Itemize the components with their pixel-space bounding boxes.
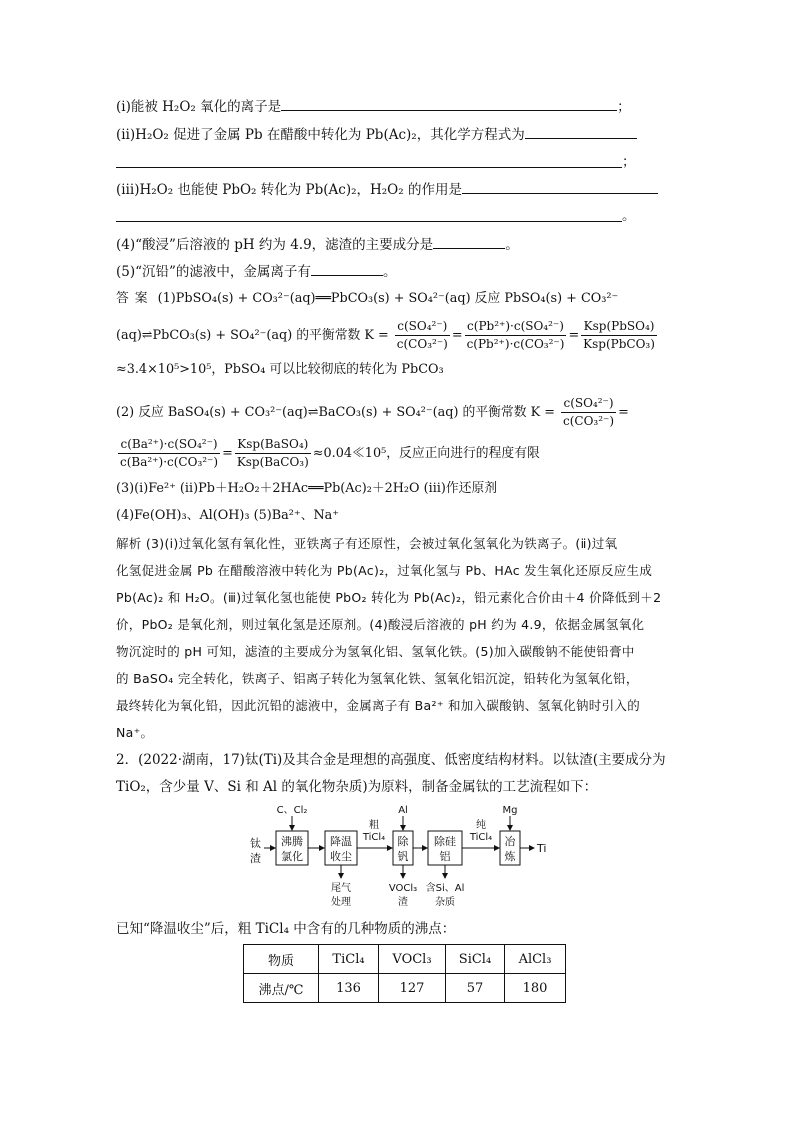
question-ii-text: (ⅱ)H₂O₂ 促进了金属 Pb 在醋酸中转化为 Pb(Ac)₂，其化学方程式为	[116, 127, 525, 143]
explanation-line: 解析 (3)(ⅰ)过氧化氢有氧化性，亚铁离子有还原性，会被过氧化氢氧化为铁离子。(ⅱ)过氧	[116, 536, 618, 551]
explanation-line: 的 BaSO₄ 完全转化，铁离子、铝离子转化为氢氧化铁、氢氧化铝沉淀，铅转化为氢氧化铅，	[116, 671, 639, 686]
question-iii-text: (ⅲ)H₂O₂ 也能使 PbO₂ 转化为 Pb(Ac)₂，H₂O₂ 的作用是	[116, 182, 462, 198]
svg-text:冶: 冶	[504, 835, 516, 848]
svg-text:渣: 渣	[398, 897, 408, 908]
punct: 。	[382, 264, 397, 280]
process-flow-diagram	[240, 800, 570, 915]
answer-1-text: (1)PbSO₄(s) + CO₃²⁻(aq)══PbCO₃(s) + SO₄²⁻(aq) 反应 PbSO₄(s) + CO₃²⁻	[157, 291, 619, 306]
punct: ；	[617, 99, 631, 115]
table-row	[244, 974, 566, 1003]
question-2-line1: 2．(2022·湖南，17)钛(Ti)及其合金是理想的高强度、低密度结构材料。以钛渣(主要成分为	[116, 752, 666, 768]
question-5-text: (5)“沉铅”的滤液中，金属离子有	[116, 264, 311, 280]
answer-1-line2: (aq)⇌PbCO₃(s) + SO₄²⁻(aq) 的平衡常数 K = $\frac{\text{c(SO₄²⁻)}}{\text{c(CO₃²⁻)}}$ = $\frac{\text{c(Pb²⁺)·c(SO₄²⁻)}}{\text{c(Pb²⁺)·c(CO₃²⁻)}}$ = $\frac{\text{Ksp(PbSO₄)}}{\text{Ksp(PbCO₃)}}$	[116, 319, 655, 351]
punct: 。	[622, 208, 636, 224]
answer-blank[interactable]	[433, 234, 505, 249]
table-cell: 57	[446, 974, 505, 1003]
question-ii	[116, 124, 637, 145]
question-4	[116, 234, 519, 255]
svg-text:除: 除	[397, 835, 409, 848]
svg-text:含Si、Al: 含Si、Al	[425, 883, 465, 894]
svg-text:炼: 炼	[504, 850, 516, 863]
table-cell: 127	[379, 974, 446, 1003]
punct: ；	[622, 154, 636, 170]
svg-text:收尘: 收尘	[330, 850, 352, 863]
answer-3: (3)(ⅰ)Fe²⁺ (ⅱ)Pb＋H₂O₂＋2HAc══Pb(Ac)₂＋2H₂O (ⅲ)作还原剂	[116, 481, 498, 496]
table-cell: AlCl₃	[505, 945, 566, 974]
answer-2-text: (2) 反应 BaSO₄(s) + CO₃²⁻(aq)⇌BaCO₃(s) + SO₄²⁻(aq) 的平衡常数 K =	[116, 405, 555, 420]
answer-1-line3: ≈3.4×10⁵>10⁵，PbSO₄ 可以比较彻底的转化为 PbCO₃	[116, 362, 444, 377]
svg-text:TiCl₄: TiCl₄	[362, 832, 386, 843]
svg-text:处理: 处理	[331, 897, 351, 908]
svg-text:Mg: Mg	[502, 805, 518, 816]
answer-1-k-text: (aq)⇌PbCO₃(s) + SO₄²⁻(aq) 的平衡常数 K =	[116, 328, 389, 343]
fraction: $\frac{\text{c(SO₄²⁻)}}{\text{c(CO₃²⁻)}}$	[396, 319, 448, 351]
answer-1-line1	[116, 289, 618, 309]
answer-2-line2: $\frac{\text{c(Ba²⁺)·c(SO₄²⁻)}}{\text{c(Ba²⁺)·c(CO₃²⁻)}}$ = $\frac{\text{Ksp(BaSO₄)}}{\text{Ksp(BaCO₃)}}$ ≈0.04≪10⁵，反应正向进行的程度有限	[120, 437, 540, 469]
table-cell: 物质	[244, 945, 319, 974]
svg-text:杂质: 杂质	[435, 897, 455, 908]
svg-text:除硅: 除硅	[434, 835, 456, 848]
svg-text:Al: Al	[398, 805, 408, 816]
fraction: $\frac{\text{c(Pb²⁺)·c(SO₄²⁻)}}{\text{c(Pb²⁺)·c(CO₃²⁻)}}$	[466, 319, 565, 351]
table-row	[244, 945, 566, 974]
fraction: $\frac{\text{Ksp(PbSO₄)}}{\text{Ksp(PbCO₃)}}$	[583, 319, 655, 351]
answer-blank-line[interactable]	[116, 166, 622, 168]
explanation-line: 物沉淀时的 pH 可知，滤渣的主要成分为氢氧化铝、氢氧化铁。(5)加入碳酸钠不能使铅膏中	[116, 644, 635, 659]
svg-text:降温: 降温	[330, 835, 352, 848]
table-cell: VOCl₃	[379, 945, 446, 974]
table-cell: 沸点/℃	[244, 974, 319, 1003]
known-statement: 已知“降温收尘”后，粗 TiCl₄ 中含有的几种物质的沸点：	[116, 921, 456, 937]
svg-text:VOCl₃: VOCl₃	[388, 883, 418, 894]
fraction: $\frac{\text{c(SO₄²⁻)}}{\text{c(CO₃²⁻)}}$	[563, 396, 615, 428]
table-cell: 180	[505, 974, 566, 1003]
svg-text:Ti: Ti	[537, 842, 547, 855]
explanation-line: 化氢促进金属 Pb 在醋酸溶液中转化为 Pb(Ac)₂，过氧化氢与 Pb、HAc 发生氧化还原反应生成	[116, 563, 653, 578]
boiling-point-table	[243, 944, 566, 1003]
table-cell: 136	[319, 974, 379, 1003]
svg-text:沸腾: 沸腾	[281, 835, 303, 848]
answer-label: 答案	[116, 291, 154, 306]
fraction: $\frac{\text{Ksp(BaSO₄)}}{\text{Ksp(BaCO₃)}}$	[236, 437, 309, 469]
punct: 。	[505, 237, 519, 253]
svg-text:钒: 钒	[397, 850, 409, 863]
answer-blank[interactable]	[311, 261, 383, 276]
answer-blank[interactable]	[281, 96, 617, 111]
flow-input-label: 渣	[250, 852, 261, 865]
svg-text:氯化: 氯化	[281, 850, 303, 863]
table-cell: TiCl₄	[319, 945, 379, 974]
fraction: $\frac{\text{c(Ba²⁺)·c(SO₄²⁻)}}{\text{c(Ba²⁺)·c(CO₃²⁻)}}$	[120, 437, 219, 469]
svg-text:铝: 铝	[439, 850, 451, 863]
explanation-line: Na⁺。	[116, 725, 154, 740]
flow-input-label: 钛	[250, 837, 261, 850]
answer-blank[interactable]	[525, 124, 637, 139]
answer-blank-line[interactable]	[116, 220, 622, 222]
svg-text:尾气: 尾气	[331, 883, 351, 894]
question-2-line2: TiO₂，含少量 V、Si 和 Al 的氧化物杂质)为原料，制备金属钛的工艺流程如下：	[116, 779, 598, 795]
table-cell: SiCl₄	[446, 945, 505, 974]
question-4-text: (4)“酸浸”后溶液的 pH 约为 4.9，滤渣的主要成分是	[116, 237, 434, 253]
answer-4-5: (4)Fe(OH)₃、Al(OH)₃ (5)Ba²⁺、Na⁺	[116, 508, 340, 523]
svg-text:C、Cl₂: C、Cl₂	[276, 805, 308, 816]
explanation-line: 价，PbO₂ 是氧化剂，则过氧化氢是还原剂。(4)酸浸后溶液的 pH 约为 4.9，依据金属氢氧化	[116, 617, 645, 632]
answer-2-tail: ≈0.04≪10⁵，反应正向进行的程度有限	[312, 446, 540, 461]
explanation-line: 最终转化为氧化铅，因此沉铅的滤液中，金属离子有 Ba²⁺ 和加入碳酸钠、氢氧化钠时引入的	[116, 698, 640, 713]
svg-text:纯: 纯	[476, 820, 486, 831]
question-i	[116, 96, 631, 117]
answer-blank[interactable]	[462, 179, 658, 194]
svg-text:TiCl₄: TiCl₄	[469, 832, 493, 843]
question-i-text: (ⅰ)能被 H₂O₂ 氧化的离子是	[116, 99, 282, 115]
explanation-line: Pb(Ac)₂ 和 H₂O。(ⅲ)过氧化氢也能使 PbO₂ 转化为 Pb(Ac)₂，铅元素化合价由＋4 价降低到＋2	[116, 590, 662, 605]
question-5	[116, 261, 396, 282]
question-iii	[116, 179, 658, 200]
answer-2-line1: (2) 反应 BaSO₄(s) + CO₃²⁻(aq)⇌BaCO₃(s) + SO₄²⁻(aq) 的平衡常数 K = $\frac{\text{c(SO₄²⁻)}}{\text{c(CO₃²⁻)}}$ =	[116, 396, 629, 428]
svg-text:粗: 粗	[369, 820, 379, 831]
